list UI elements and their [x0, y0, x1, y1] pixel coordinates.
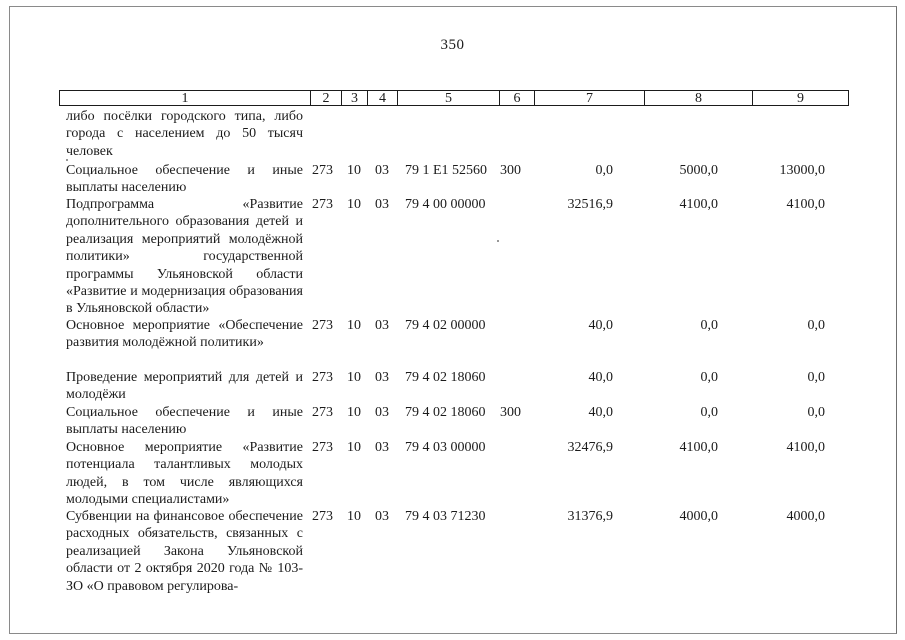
row-amount-9: 0,0 — [807, 370, 825, 385]
row-code-3: 10 — [347, 318, 361, 333]
row-code-2: 273 — [312, 318, 333, 333]
row-amount-7: 32476,9 — [567, 440, 613, 455]
row-description: Проведение мероприятий для детей и молодёжи — [66, 370, 303, 403]
row-amount-7: 0,0 — [595, 163, 613, 178]
row-description: Основное мероприятие «Обеспечение развития молодёжной политики» — [66, 318, 303, 351]
row-code-4: 03 — [375, 163, 389, 178]
row-code-4: 03 — [375, 405, 389, 420]
row-code-5: 79 4 03 71230 — [405, 509, 486, 524]
row-description: Социальное обеспечение и иные выплаты населению — [66, 405, 303, 438]
row-code-4: 03 — [375, 440, 389, 455]
row-amount-7: 32516,9 — [567, 197, 613, 212]
row-code-6: 300 — [500, 163, 521, 178]
row-amount-9: 4100,0 — [786, 197, 825, 212]
row-description: Социальное обеспечение и иные выплаты населению — [66, 163, 303, 196]
column-header-9: 9 — [752, 91, 848, 105]
row-code-4: 03 — [375, 370, 389, 385]
row-code-2: 273 — [312, 370, 333, 385]
row-amount-9: 0,0 — [807, 405, 825, 420]
column-header-5: 5 — [397, 91, 499, 105]
row-description: Подпрограмма «Развитие дополнительного образования детей и реализация мероприятий молодёжной политики» государственной программы Ульяновской области «Развитие и модернизация образования в Ульяновской области» — [66, 197, 303, 317]
row-code-4: 03 — [375, 509, 389, 524]
row-description: Основное мероприятие «Развитие потенциала талантливых молодых людей, в том числе являющихся молодыми специалистами» — [66, 440, 303, 508]
row-code-6: 300 — [500, 405, 521, 420]
row-code-4: 03 — [375, 197, 389, 212]
row-code-2: 273 — [312, 405, 333, 420]
row-code-3: 10 — [347, 163, 361, 178]
row-amount-9: 0,0 — [807, 318, 825, 333]
row-code-3: 10 — [347, 405, 361, 420]
row-code-3: 10 — [347, 370, 361, 385]
row-amount-8: 4100,0 — [679, 440, 718, 455]
row-amount-8: 4000,0 — [679, 509, 718, 524]
page-number: 350 — [440, 37, 465, 53]
row-amount-8: 0,0 — [700, 370, 718, 385]
row-amount-8: 0,0 — [700, 405, 718, 420]
scan-speck — [66, 159, 68, 161]
column-header-2: 2 — [310, 91, 341, 105]
row-code-5: 79 4 00 00000 — [405, 197, 486, 212]
row-amount-7: 40,0 — [588, 370, 613, 385]
column-header-8: 8 — [644, 91, 752, 105]
row-amount-9: 13000,0 — [779, 163, 825, 178]
row-amount-9: 4100,0 — [786, 440, 825, 455]
column-header-3: 3 — [341, 91, 367, 105]
row-amount-7: 31376,9 — [567, 509, 613, 524]
row-code-2: 273 — [312, 163, 333, 178]
row-code-5: 79 4 02 18060 — [405, 370, 486, 385]
row-description: Субвенции на финансовое обеспечение расходных обязательств, связанных с реализацией Закона Ульяновской области от 2 октября 2020 года № 103-ЗО «О правовом регулирова- — [66, 509, 303, 594]
row-code-5: 79 4 03 00000 — [405, 440, 486, 455]
row-code-5: 79 4 02 00000 — [405, 318, 486, 333]
row-code-3: 10 — [347, 440, 361, 455]
row-code-2: 273 — [312, 440, 333, 455]
column-header-6: 6 — [499, 91, 534, 105]
row-code-3: 10 — [347, 509, 361, 524]
row-description: либо посёлки городского типа, либо города с населением до 50 тысяч человек — [66, 109, 303, 159]
row-amount-9: 4000,0 — [786, 509, 825, 524]
row-code-5: 79 1 Е1 52560 — [405, 163, 488, 178]
column-header-1: 1 — [181, 91, 189, 106]
scan-speck — [497, 240, 499, 242]
row-code-5: 79 4 02 18060 — [405, 405, 486, 420]
row-amount-8: 5000,0 — [679, 163, 718, 178]
row-code-2: 273 — [312, 509, 333, 524]
column-header-7: 7 — [534, 91, 644, 105]
column-header-4: 4 — [367, 91, 397, 105]
row-amount-7: 40,0 — [588, 405, 613, 420]
row-amount-7: 40,0 — [588, 318, 613, 333]
table-header-row — [59, 90, 849, 106]
row-amount-8: 4100,0 — [679, 197, 718, 212]
row-amount-8: 0,0 — [700, 318, 718, 333]
row-code-3: 10 — [347, 197, 361, 212]
row-code-4: 03 — [375, 318, 389, 333]
row-code-2: 273 — [312, 197, 333, 212]
